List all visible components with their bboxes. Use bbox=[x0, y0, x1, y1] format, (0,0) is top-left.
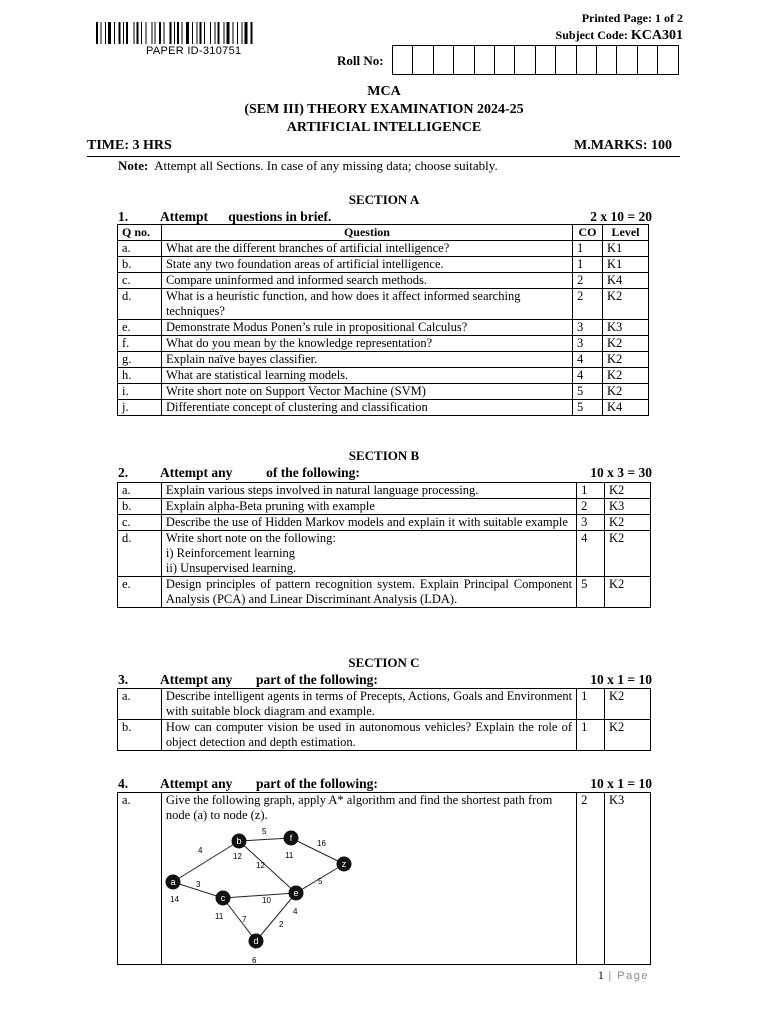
roll-label: Roll No: bbox=[337, 53, 384, 68]
q-co: 3 bbox=[573, 320, 603, 336]
q-level: K3 bbox=[603, 320, 649, 336]
q-no: d. bbox=[118, 289, 162, 320]
q-co: 5 bbox=[573, 384, 603, 400]
q-co: 1 bbox=[577, 720, 605, 751]
header-rule bbox=[87, 156, 680, 157]
q-text: Design principles of pattern recognition system. Explain Principal Component Analysis (PCA) and Linear Discriminant Analysis (LDA). bbox=[161, 577, 576, 608]
q-text-line: Write short note on the following: bbox=[165, 531, 336, 545]
table-row bbox=[118, 273, 649, 289]
q-text: What are the different branches of artificial intelligence? bbox=[161, 241, 572, 257]
subject-code-value: KCA301 bbox=[630, 28, 683, 43]
roll-digit-box[interactable] bbox=[638, 46, 658, 74]
q-level: K2 bbox=[603, 368, 649, 384]
exam-title: (SEM III) THEORY EXAMINATION 2024-25 bbox=[244, 102, 524, 117]
roll-digit-box[interactable] bbox=[658, 46, 678, 74]
q-co: 5 bbox=[577, 577, 605, 608]
col-co: CO bbox=[573, 225, 603, 241]
q-level: K2 bbox=[603, 336, 649, 352]
table-row bbox=[118, 483, 651, 499]
q-level: K3 bbox=[605, 793, 651, 965]
section-a-title: SECTION A bbox=[348, 192, 420, 207]
q-co: 1 bbox=[573, 257, 603, 273]
q-no: g. bbox=[118, 352, 162, 368]
roll-digit-box[interactable] bbox=[556, 46, 576, 74]
q-level: K2 bbox=[605, 689, 651, 720]
node-heuristic-label: 6 bbox=[251, 956, 257, 965]
edge-weight-label: 16 bbox=[316, 839, 326, 848]
roll-digit-box[interactable] bbox=[515, 46, 535, 74]
q-no: c. bbox=[118, 273, 162, 289]
q1-heading bbox=[118, 209, 331, 225]
q-level: K2 bbox=[605, 483, 651, 499]
q-no: e. bbox=[118, 320, 162, 336]
roll-digit-box[interactable] bbox=[413, 46, 433, 74]
q-level: K4 bbox=[603, 273, 649, 289]
q-no: b. bbox=[118, 720, 162, 751]
q-text-content: Give the following graph, apply A* algorithm and find the shortest path from node (a) to node (z). bbox=[165, 793, 553, 822]
q-co: 2 bbox=[573, 289, 603, 320]
edge-weight-label: 4 bbox=[197, 846, 203, 855]
q4-heading bbox=[118, 776, 378, 792]
q4-marks: 10 x 1 = 10 bbox=[590, 776, 652, 791]
q-co: 2 bbox=[573, 273, 603, 289]
graph-edge-b-e bbox=[239, 841, 296, 893]
q-text: Differentiate concept of clustering and classification bbox=[161, 400, 572, 416]
q3-number: 3. bbox=[118, 672, 129, 687]
q-no: a. bbox=[118, 483, 162, 499]
roll-digit-box[interactable] bbox=[536, 46, 556, 74]
section-b-table bbox=[117, 482, 651, 608]
program-title: MCA bbox=[367, 84, 401, 99]
col-qno: Q no. bbox=[118, 225, 162, 241]
q-text: Describe the use of Hidden Markov models and explain it with suitable example bbox=[161, 515, 576, 531]
q-co: 2 bbox=[577, 793, 605, 965]
table-row bbox=[118, 531, 651, 577]
edge-weight-label: 5 bbox=[317, 877, 323, 886]
page-footer bbox=[598, 968, 649, 983]
q-text: Compare uninformed and informed search methods. bbox=[161, 273, 572, 289]
q-text: How can computer vision be used in autonomous vehicles? Explain the role of object detection and depth estimation. bbox=[161, 720, 576, 751]
node-heuristic-label: 4 bbox=[292, 907, 298, 916]
subject-title: ARTIFICIAL INTELLIGENCE bbox=[286, 120, 482, 135]
q3-heading bbox=[118, 672, 378, 688]
table-row bbox=[118, 289, 649, 320]
roll-digit-box[interactable] bbox=[434, 46, 454, 74]
note-label: Note: bbox=[118, 158, 149, 173]
roll-number-boxes[interactable] bbox=[392, 45, 679, 75]
table-row bbox=[118, 352, 649, 368]
q-text-line: i) Reinforcement learning bbox=[165, 546, 296, 560]
section-b-title: SECTION B bbox=[348, 448, 420, 463]
printed-page: Printed Page: 1 of 2 bbox=[581, 11, 683, 25]
q2-number: 2. bbox=[118, 465, 129, 480]
q-co: 4 bbox=[577, 531, 605, 577]
roll-digit-box[interactable] bbox=[495, 46, 515, 74]
q-co: 2 bbox=[577, 499, 605, 515]
table-row bbox=[118, 241, 649, 257]
q-co: 1 bbox=[577, 689, 605, 720]
graph-edge-a-b bbox=[173, 841, 239, 882]
q-co: 4 bbox=[573, 352, 603, 368]
node-heuristic-label: 11 bbox=[284, 851, 294, 860]
table-row bbox=[118, 689, 651, 720]
table-row bbox=[118, 320, 649, 336]
q-level: K2 bbox=[605, 515, 651, 531]
barcode bbox=[96, 22, 304, 44]
q3-instruction: Attempt any part of the following: bbox=[160, 672, 378, 687]
q-co: 4 bbox=[573, 368, 603, 384]
subject-code bbox=[556, 28, 683, 44]
q-text bbox=[161, 793, 576, 965]
q-no: d. bbox=[118, 531, 162, 577]
q4-table bbox=[117, 792, 651, 965]
q-level: K2 bbox=[605, 531, 651, 577]
q-no: h. bbox=[118, 368, 162, 384]
node-label: a bbox=[170, 877, 176, 887]
q1-instruction: Attempt questions in brief. bbox=[160, 209, 332, 224]
q-no: b. bbox=[118, 499, 162, 515]
time-label: TIME: 3 HRS bbox=[87, 138, 172, 153]
q-level: K1 bbox=[603, 241, 649, 257]
roll-digit-box[interactable] bbox=[454, 46, 474, 74]
table-row bbox=[118, 336, 649, 352]
table-row bbox=[118, 400, 649, 416]
q-text: State any two foundation areas of artificial intelligence. bbox=[161, 257, 572, 273]
max-marks: M.MARKS: 100 bbox=[574, 138, 672, 153]
section-a-table bbox=[117, 224, 649, 416]
node-label: f bbox=[289, 833, 293, 843]
q1-marks: 2 x 10 = 20 bbox=[590, 209, 652, 224]
q-text: What are statistical learning models. bbox=[161, 368, 572, 384]
page-number: 1 bbox=[597, 968, 604, 982]
graph-edge-b-f bbox=[239, 838, 291, 841]
q3-table bbox=[117, 688, 651, 751]
table-row bbox=[118, 515, 651, 531]
q2-heading bbox=[118, 465, 360, 481]
col-question: Question bbox=[161, 225, 572, 241]
q-co: 3 bbox=[573, 336, 603, 352]
graph-edge-c-d bbox=[223, 898, 256, 941]
q-no: i. bbox=[118, 384, 162, 400]
section-c-title: SECTION C bbox=[348, 655, 420, 670]
col-level: Level bbox=[603, 225, 649, 241]
q-text-line: ii) Unsupervised learning. bbox=[165, 561, 297, 575]
q-level: K4 bbox=[603, 400, 649, 416]
node-label: z bbox=[341, 859, 347, 869]
q-text: Explain naïve bayes classifier. bbox=[161, 352, 572, 368]
edge-weight-label: 2 bbox=[278, 920, 284, 929]
node-label: b bbox=[236, 836, 242, 846]
q-text: Describe intelligent agents in terms of Precepts, Actions, Goals and Environment with suitable block diagram and example. bbox=[161, 689, 576, 720]
q3-marks: 10 x 1 = 10 bbox=[590, 672, 652, 687]
paper-id: PAPER ID-310751 bbox=[146, 45, 242, 57]
node-label: c bbox=[220, 893, 226, 903]
q-text: Explain alpha-Beta pruning with example bbox=[161, 499, 576, 515]
table-row bbox=[118, 793, 651, 965]
node-label: d bbox=[253, 936, 259, 946]
note-text: Attempt all Sections. In case of any missing data; choose suitably. bbox=[148, 158, 498, 173]
q-text: What is a heuristic function, and how does it affect informed searching techniques? bbox=[161, 289, 572, 320]
q-co: 3 bbox=[577, 515, 605, 531]
q-text bbox=[161, 531, 576, 577]
q4-number: 4. bbox=[118, 776, 129, 791]
q-co: 1 bbox=[577, 483, 605, 499]
table-row bbox=[118, 720, 651, 751]
q-no: f. bbox=[118, 336, 162, 352]
q4-instruction: Attempt any part of the following: bbox=[160, 776, 378, 791]
astar-graph bbox=[166, 829, 376, 964]
q2-instruction: Attempt any of the following: bbox=[160, 465, 360, 480]
graph-edge-c-e bbox=[223, 893, 296, 898]
edge-weight-label: 3 bbox=[195, 880, 201, 889]
q-level: K2 bbox=[603, 352, 649, 368]
q-no: j. bbox=[118, 400, 162, 416]
edge-weight-label: 7 bbox=[241, 915, 247, 924]
q1-number: 1. bbox=[118, 209, 129, 224]
q-no: e. bbox=[118, 577, 162, 608]
q-level: K1 bbox=[603, 257, 649, 273]
page-label: | Page bbox=[603, 970, 649, 982]
q-level: K3 bbox=[605, 499, 651, 515]
q-no: a. bbox=[118, 689, 162, 720]
subject-code-label: Subject Code: bbox=[555, 28, 631, 42]
q-level: K2 bbox=[605, 577, 651, 608]
node-heuristic-label: 12 bbox=[232, 852, 242, 861]
table-row bbox=[118, 257, 649, 273]
roll-digit-box[interactable] bbox=[393, 46, 413, 74]
q-text: Demonstrate Modus Ponen’s rule in propositional Calculus? bbox=[161, 320, 572, 336]
q-no: a. bbox=[118, 793, 162, 965]
q-text: What do you mean by the knowledge representation? bbox=[161, 336, 572, 352]
roll-digit-box[interactable] bbox=[597, 46, 617, 74]
q-level: K2 bbox=[603, 384, 649, 400]
table-row bbox=[118, 577, 651, 608]
q-level: K2 bbox=[603, 289, 649, 320]
table-row bbox=[118, 499, 651, 515]
q2-marks: 10 x 3 = 30 bbox=[590, 465, 652, 480]
roll-digit-box[interactable] bbox=[577, 46, 597, 74]
roll-digit-box[interactable] bbox=[475, 46, 495, 74]
q-no: a. bbox=[118, 241, 162, 257]
edge-weight-label: 5 bbox=[261, 827, 267, 836]
table-row bbox=[118, 368, 649, 384]
table-row bbox=[118, 384, 649, 400]
edge-weight-label: 10 bbox=[261, 896, 271, 905]
q-co: 1 bbox=[573, 241, 603, 257]
q-level: K2 bbox=[605, 720, 651, 751]
q-co: 5 bbox=[573, 400, 603, 416]
q-no: b. bbox=[118, 257, 162, 273]
node-heuristic-label: 11 bbox=[214, 912, 224, 921]
roll-digit-box[interactable] bbox=[617, 46, 637, 74]
node-heuristic-label: 14 bbox=[169, 895, 179, 904]
q-text: Write short note on Support Vector Machine (SVM) bbox=[161, 384, 572, 400]
q-text: Explain various steps involved in natural language processing. bbox=[161, 483, 576, 499]
edge-weight-label: 12 bbox=[255, 861, 265, 870]
q-no: c. bbox=[118, 515, 162, 531]
note bbox=[118, 158, 498, 174]
node-label: e bbox=[293, 888, 299, 898]
